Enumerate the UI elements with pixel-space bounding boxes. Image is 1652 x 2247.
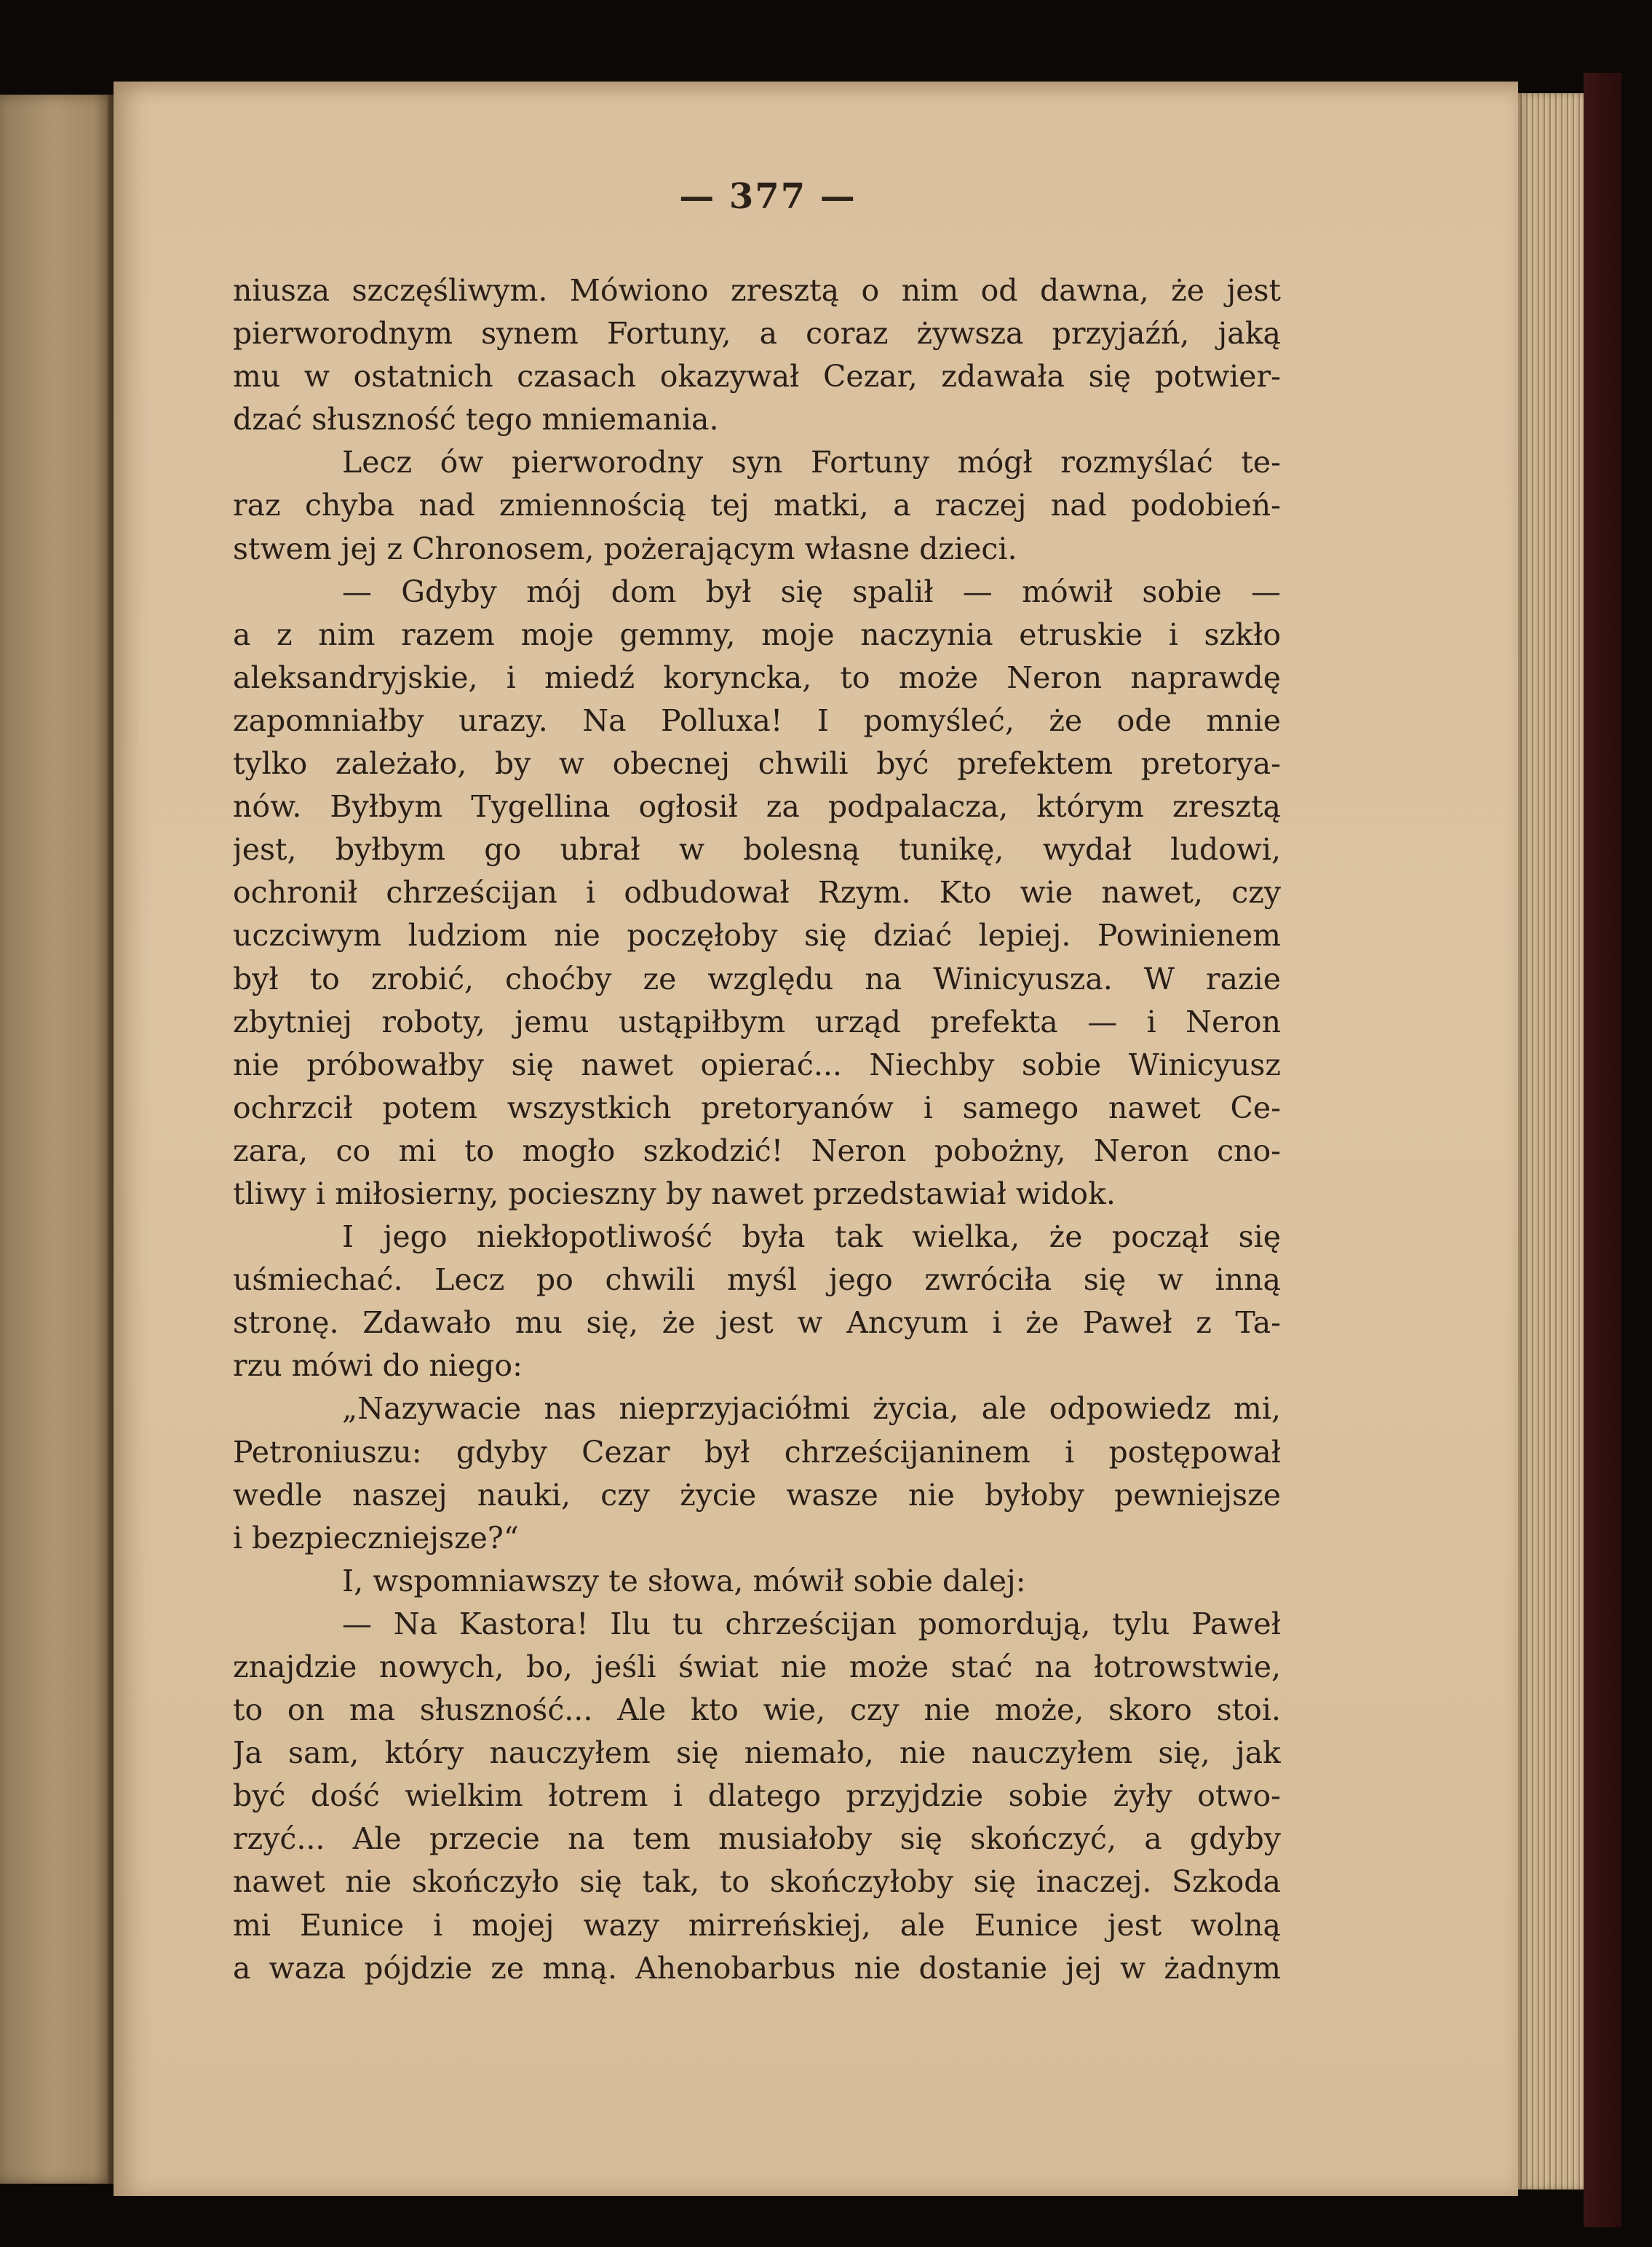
text-line: stronę. Zdawało mu się, że jest w Ancyum i że Paweł z Ta- <box>233 1305 1281 1341</box>
text-line: zbytniej roboty, jemu ustąpiłbym urząd prefekta — i Neron <box>233 1004 1281 1039</box>
text-line: Lecz ów pierworodny syn Fortuny mógł rozmyślać te- <box>342 445 1281 480</box>
left-page-edge <box>0 95 116 2184</box>
text-line: jest, byłbym go ubrał w bolesną tunikę, wydał ludowi, <box>233 832 1281 868</box>
page-number: — 377 — <box>679 176 857 217</box>
text-line: nawet nie skończyło się tak, to skończyłoby się inaczej. Szkoda <box>233 1864 1281 1900</box>
text-line: uczciwym ludziom nie poczęłoby się dziać lepiej. Powinienem <box>233 918 1281 954</box>
text-line: uśmiechać. Lecz po chwili myśl jego zwróciła się w inną <box>233 1262 1281 1298</box>
text-line: nów. Byłbym Tygellina ogłosił za podpalacza, którym zresztą <box>233 789 1281 825</box>
text-line: był to zrobić, choćby ze względu na Winicyusza. W razie <box>233 961 1281 996</box>
text-line: mi Eunice i mojej wazy mirreńskiej, ale Eunice jest wolną <box>233 1907 1281 1943</box>
text-line: ochronił chrześcijan i odbudował Rzym. Kto wie nawet, czy <box>233 875 1281 911</box>
text-line: pierworodnym synem Fortuny, a coraz żywsza przyjaźń, jaką <box>233 316 1281 352</box>
text-line: ochrzcił potem wszystkich pretoryanów i samego nawet Ce- <box>233 1090 1281 1125</box>
text-line: — Gdyby mój dom był się spalił — mówił sobie — <box>342 574 1281 609</box>
text-line: a waza pójdzie ze mną. Ahenobarbus nie dostanie jej w żadnym <box>233 1950 1281 1986</box>
text-line: — Na Kastora! Ilu tu chrześcijan pomordują, tylu Paweł <box>342 1606 1281 1641</box>
text-line: mu w ostatnich czasach okazywał Cezar, zdawała się potwier- <box>233 359 1281 395</box>
text-line: dzać słuszność tego mniemania. <box>233 402 719 437</box>
text-line: tliwy i miłosierny, pocieszny by nawet przedstawiał widok. <box>233 1176 1116 1211</box>
text-line: rzyć... Ale przecie na tem musiałoby się skończyć, a gdyby <box>233 1821 1281 1857</box>
text-line: a z nim razem moje gemmy, moje naczynia etruskie i szkło <box>233 617 1281 652</box>
text-line: nie próbowałby się nawet opierać... Niechby sobie Winicyusz <box>233 1047 1281 1082</box>
text-line: I jego niekłopotliwość była tak wielka, że począł się <box>342 1219 1281 1255</box>
text-line: znajdzie nowych, bo, jeśli świat nie może stać na łotrowstwie, <box>233 1649 1281 1684</box>
text-line: i bezpieczniejsze?“ <box>233 1520 519 1556</box>
text-line: aleksandryjskie, i miedź koryncka, to może Neron naprawdę <box>233 659 1281 695</box>
text-line: raz chyba nad zmiennością tej matki, a raczej nad podobień- <box>233 488 1281 523</box>
text-line: stwem jej z Chronosem, pożerającym własne dzieci. <box>233 531 1017 566</box>
text-line: niusza szczęśliwym. Mówiono zresztą o nim od dawna, że jest <box>233 273 1281 308</box>
text-line: „Nazywacie nas nieprzyjaciółmi życia, ale odpowiedz mi, <box>342 1391 1281 1427</box>
text-line: być dość wielkim łotrem i dlatego przyjdzie sobie żyły otwo- <box>233 1778 1281 1814</box>
text-line: I, wspomniawszy te słowa, mówił sobie dalej: <box>342 1563 1026 1598</box>
text-line: zara, co mi to mogło szkodzić! Neron pobożny, Neron cno- <box>233 1133 1281 1168</box>
text-line: wedle naszej nauki, czy życie wasze nie byłoby pewniejsze <box>233 1477 1281 1513</box>
text-line: zapomniałby urazy. Na Polluxa! I pomyśleć, że ode mnie <box>233 702 1281 738</box>
page-stack-edge <box>1518 93 1584 2189</box>
text-line: Ja sam, który nauczyłem się niemało, nie nauczyłem się, jak <box>233 1735 1281 1771</box>
text-line: to on ma słuszność... Ale kto wie, czy nie może, skoro stoi. <box>233 1692 1281 1728</box>
book-cover-edge <box>1584 73 1621 2227</box>
text-line: tylko zależało, by w obecnej chwili być prefektem pretorya- <box>233 746 1281 782</box>
page-text <box>233 269 1281 1990</box>
text-line: rzu mówi do niego: <box>233 1348 523 1384</box>
text-line: Petroniuszu: gdyby Cezar był chrześcijaninem i postępował <box>233 1434 1281 1470</box>
